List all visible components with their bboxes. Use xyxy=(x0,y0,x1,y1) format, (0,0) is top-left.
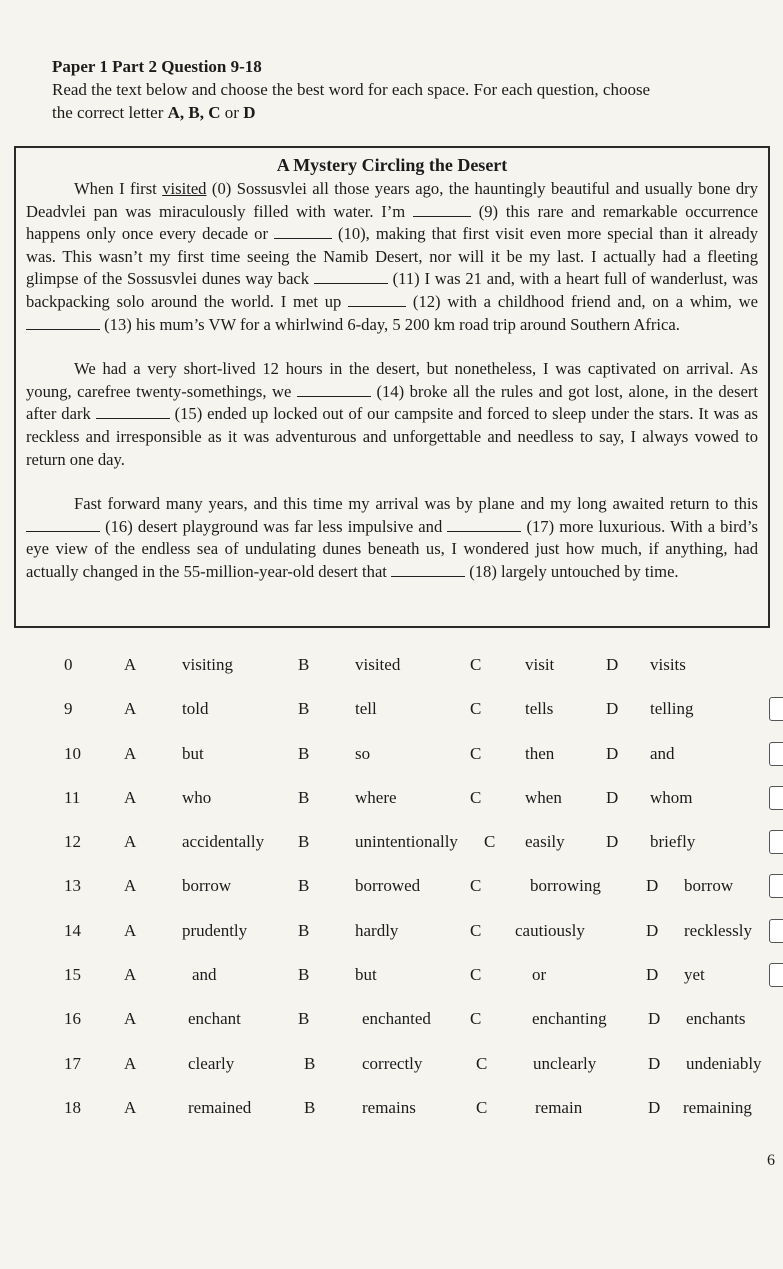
option-b[interactable]: remains xyxy=(362,1097,416,1117)
instructions-letters: A, B, C xyxy=(167,103,221,122)
option-a[interactable]: who xyxy=(182,787,212,807)
option-b[interactable]: enchanted xyxy=(362,1009,431,1029)
question-number: 18 xyxy=(64,1097,81,1117)
option-b[interactable]: but xyxy=(355,965,377,985)
letter-d: D xyxy=(606,832,619,852)
letter-b: B xyxy=(304,1097,316,1117)
option-c[interactable]: borrowing xyxy=(530,876,601,896)
answer-box[interactable] xyxy=(769,874,783,898)
option-row-0 xyxy=(0,645,783,689)
option-row-9 xyxy=(0,689,783,733)
option-a[interactable]: but xyxy=(182,743,204,763)
option-b[interactable]: hardly xyxy=(355,920,399,940)
option-c[interactable]: remain xyxy=(535,1097,583,1117)
question-number: 12 xyxy=(64,832,81,852)
letter-d: D xyxy=(648,1009,661,1029)
letter-a: A xyxy=(124,876,137,896)
option-b[interactable]: visited xyxy=(355,655,401,674)
answer-box[interactable] xyxy=(769,786,783,810)
blank-17[interactable] xyxy=(447,519,521,532)
page-number: 6 xyxy=(767,1152,775,1169)
option-b[interactable]: tell xyxy=(355,699,377,719)
letter-a: A xyxy=(124,787,137,807)
answer-box[interactable] xyxy=(769,963,783,987)
letter-a: A xyxy=(124,832,137,852)
letter-a: A xyxy=(124,1053,137,1073)
letter-a: A xyxy=(124,655,137,674)
question-number: 10 xyxy=(64,743,81,763)
blank-12[interactable] xyxy=(348,294,406,307)
letter-d: D xyxy=(646,876,659,896)
option-c[interactable]: cautiously xyxy=(515,920,585,940)
option-d[interactable]: borrow xyxy=(684,876,734,896)
option-row-16 xyxy=(0,999,783,1043)
option-b[interactable]: correctly xyxy=(362,1053,423,1073)
question-number: 13 xyxy=(64,876,81,896)
letter-c: C xyxy=(470,787,482,807)
option-a[interactable]: prudently xyxy=(182,920,248,940)
letter-c: C xyxy=(484,832,496,852)
paragraph-2: We had a very short-lived 12 hours in the desert, but nonetheless, I was captivated on arrival. As young, carefree twenty-somethings, we (14) broke all the rules and got lost, alone, in the desert after dark (15) ended up locked out of our campsite and forced to sleep under the stars. It was as reckless and irresponsible as it was adventurous and unforgettable and needless to say, I always vowed to return one day. xyxy=(26,359,758,469)
letter-b: B xyxy=(304,1053,316,1073)
letter-b: B xyxy=(298,920,310,940)
option-row-11 xyxy=(0,778,783,822)
option-d[interactable]: enchants xyxy=(686,1009,746,1029)
blank-9[interactable] xyxy=(413,204,471,217)
option-d[interactable]: briefly xyxy=(650,832,696,852)
option-d[interactable]: yet xyxy=(684,965,705,985)
letter-c: C xyxy=(476,1053,488,1073)
option-row-10 xyxy=(0,734,783,778)
letter-b: B xyxy=(298,965,310,985)
question-title: Paper 1 Part 2 Question 9-18 xyxy=(52,57,262,76)
option-a[interactable]: told xyxy=(182,699,209,719)
option-row-17 xyxy=(0,1044,783,1088)
blank-14[interactable] xyxy=(297,384,371,397)
blank-13[interactable] xyxy=(26,317,100,330)
question-number: 16 xyxy=(64,1009,81,1029)
letter-a: A xyxy=(124,1009,137,1029)
answer-options xyxy=(0,645,783,1132)
question-number: 9 xyxy=(64,699,73,719)
letter-a: A xyxy=(124,965,137,985)
option-a[interactable]: borrow xyxy=(182,876,232,896)
option-row-12 xyxy=(0,822,783,866)
letter-c: C xyxy=(470,699,482,719)
letter-a: A xyxy=(124,920,137,940)
option-d[interactable]: telling xyxy=(650,699,694,719)
option-a[interactable]: visiting xyxy=(182,655,234,674)
letter-d: D xyxy=(646,965,659,985)
option-d[interactable]: recklessly xyxy=(684,920,752,940)
instructions xyxy=(52,78,752,124)
option-row-15 xyxy=(0,955,783,999)
letter-c: C xyxy=(470,920,482,940)
blank-10[interactable] xyxy=(274,226,332,239)
question-header xyxy=(52,56,752,124)
letter-d: D xyxy=(648,1097,661,1117)
example-answer: visited xyxy=(162,179,207,198)
option-c[interactable]: or xyxy=(532,965,547,985)
question-number: 11 xyxy=(64,787,81,807)
letter-b: B xyxy=(298,787,310,807)
option-c[interactable]: unclearly xyxy=(533,1053,597,1073)
option-b[interactable]: so xyxy=(355,743,371,763)
letter-b: B xyxy=(298,743,310,763)
letter-d: D xyxy=(606,787,619,807)
letter-c: C xyxy=(470,876,482,896)
paragraph-1: When I first visited (0) Sossusvlei all those years ago, the hauntingly beautiful and usually bone dry Deadvlei pan was miraculously filled with water. I’m (9) this rare and remarkable occurrence happens only once every decade or (10), making that first visit even more special than it already was. This wasn’t my first time seeing the Namib Desert, nor will it be my last. I actually had a fleeting glimpse of the Sossusvlei dunes way back (11) I was 21 and, with a heart full of wanderlust, was backpacking solo around the world. I met up (12) with a childhood friend and, on a whim, we (13) his mum’s VW for a whirlwind 6-day, 5 200 km road trip around Southern Africa. xyxy=(26,179,758,334)
answer-box[interactable] xyxy=(769,742,783,766)
letter-a: A xyxy=(124,743,137,763)
option-a[interactable]: remained xyxy=(188,1097,252,1117)
letter-c: C xyxy=(470,743,482,763)
option-d[interactable]: visits xyxy=(650,655,686,674)
option-a[interactable]: enchant xyxy=(188,1009,241,1029)
blank-18[interactable] xyxy=(391,564,465,577)
paragraph-3: Fast forward many years, and this time my arrival was by plane and my long awaited return to this (16) desert playground was far less impulsive and (17) more luxurious. With a bird’s eye view of the endless sea of undulating dunes beneath us, I wondered just how much, if anything, had actually changed in the 55-million-year-old desert that (18) largely untouched by time. xyxy=(26,494,758,581)
letter-b: B xyxy=(298,876,310,896)
letter-d: D xyxy=(606,743,619,763)
letter-d: D xyxy=(646,920,659,940)
letter-d: D xyxy=(606,655,619,674)
question-number: 0 xyxy=(64,655,73,674)
option-b[interactable]: where xyxy=(355,787,397,807)
answer-box[interactable] xyxy=(769,919,783,943)
letter-b: B xyxy=(298,832,310,852)
letter-c: C xyxy=(470,965,482,985)
question-number: 14 xyxy=(64,920,81,940)
instructions-or: or xyxy=(220,103,244,122)
letter-d: D xyxy=(648,1053,661,1073)
option-a[interactable]: and xyxy=(192,965,217,985)
option-d[interactable]: and xyxy=(650,743,675,763)
letter-c: C xyxy=(476,1097,488,1117)
letter-a: A xyxy=(124,1097,137,1117)
letter-c: C xyxy=(470,1009,482,1029)
letter-b: B xyxy=(298,1009,310,1029)
letter-a: A xyxy=(124,699,137,719)
option-c[interactable]: enchanting xyxy=(532,1009,607,1029)
instructions-line-1: Read the text below and choose the best word for each space. For each question, choose xyxy=(52,80,651,99)
answer-box[interactable] xyxy=(769,697,783,721)
blank-11[interactable] xyxy=(314,271,388,284)
blank-16[interactable] xyxy=(26,519,100,532)
option-d[interactable]: remaining xyxy=(683,1097,752,1117)
instructions-pre: the correct letter xyxy=(52,103,168,122)
passage-title: A Mystery Circling the Desert xyxy=(276,155,508,175)
option-row-14 xyxy=(0,911,783,955)
option-c[interactable]: easily xyxy=(525,832,565,852)
option-d[interactable]: whom xyxy=(650,787,693,807)
option-row-13 xyxy=(0,866,783,910)
option-a[interactable]: accidentally xyxy=(182,832,265,852)
letter-b: B xyxy=(298,655,310,674)
option-c[interactable]: visit xyxy=(525,655,555,674)
option-c[interactable]: then xyxy=(525,743,555,763)
letter-c: C xyxy=(470,655,482,674)
instructions-letter-d: D xyxy=(243,103,256,122)
option-row-18 xyxy=(0,1088,783,1132)
letter-d: D xyxy=(606,699,619,719)
option-c[interactable]: tells xyxy=(525,699,554,719)
option-c[interactable]: when xyxy=(525,787,562,807)
letter-b: B xyxy=(298,699,310,719)
blank-15[interactable] xyxy=(96,406,170,419)
question-number: 17 xyxy=(64,1053,81,1073)
answer-box[interactable] xyxy=(769,830,783,854)
option-a[interactable]: clearly xyxy=(188,1053,235,1073)
option-d[interactable]: undeniably xyxy=(686,1053,762,1073)
question-number: 15 xyxy=(64,965,81,985)
option-b[interactable]: unintentionally xyxy=(355,832,458,852)
passage-box xyxy=(14,146,770,628)
option-b[interactable]: borrowed xyxy=(355,876,421,896)
